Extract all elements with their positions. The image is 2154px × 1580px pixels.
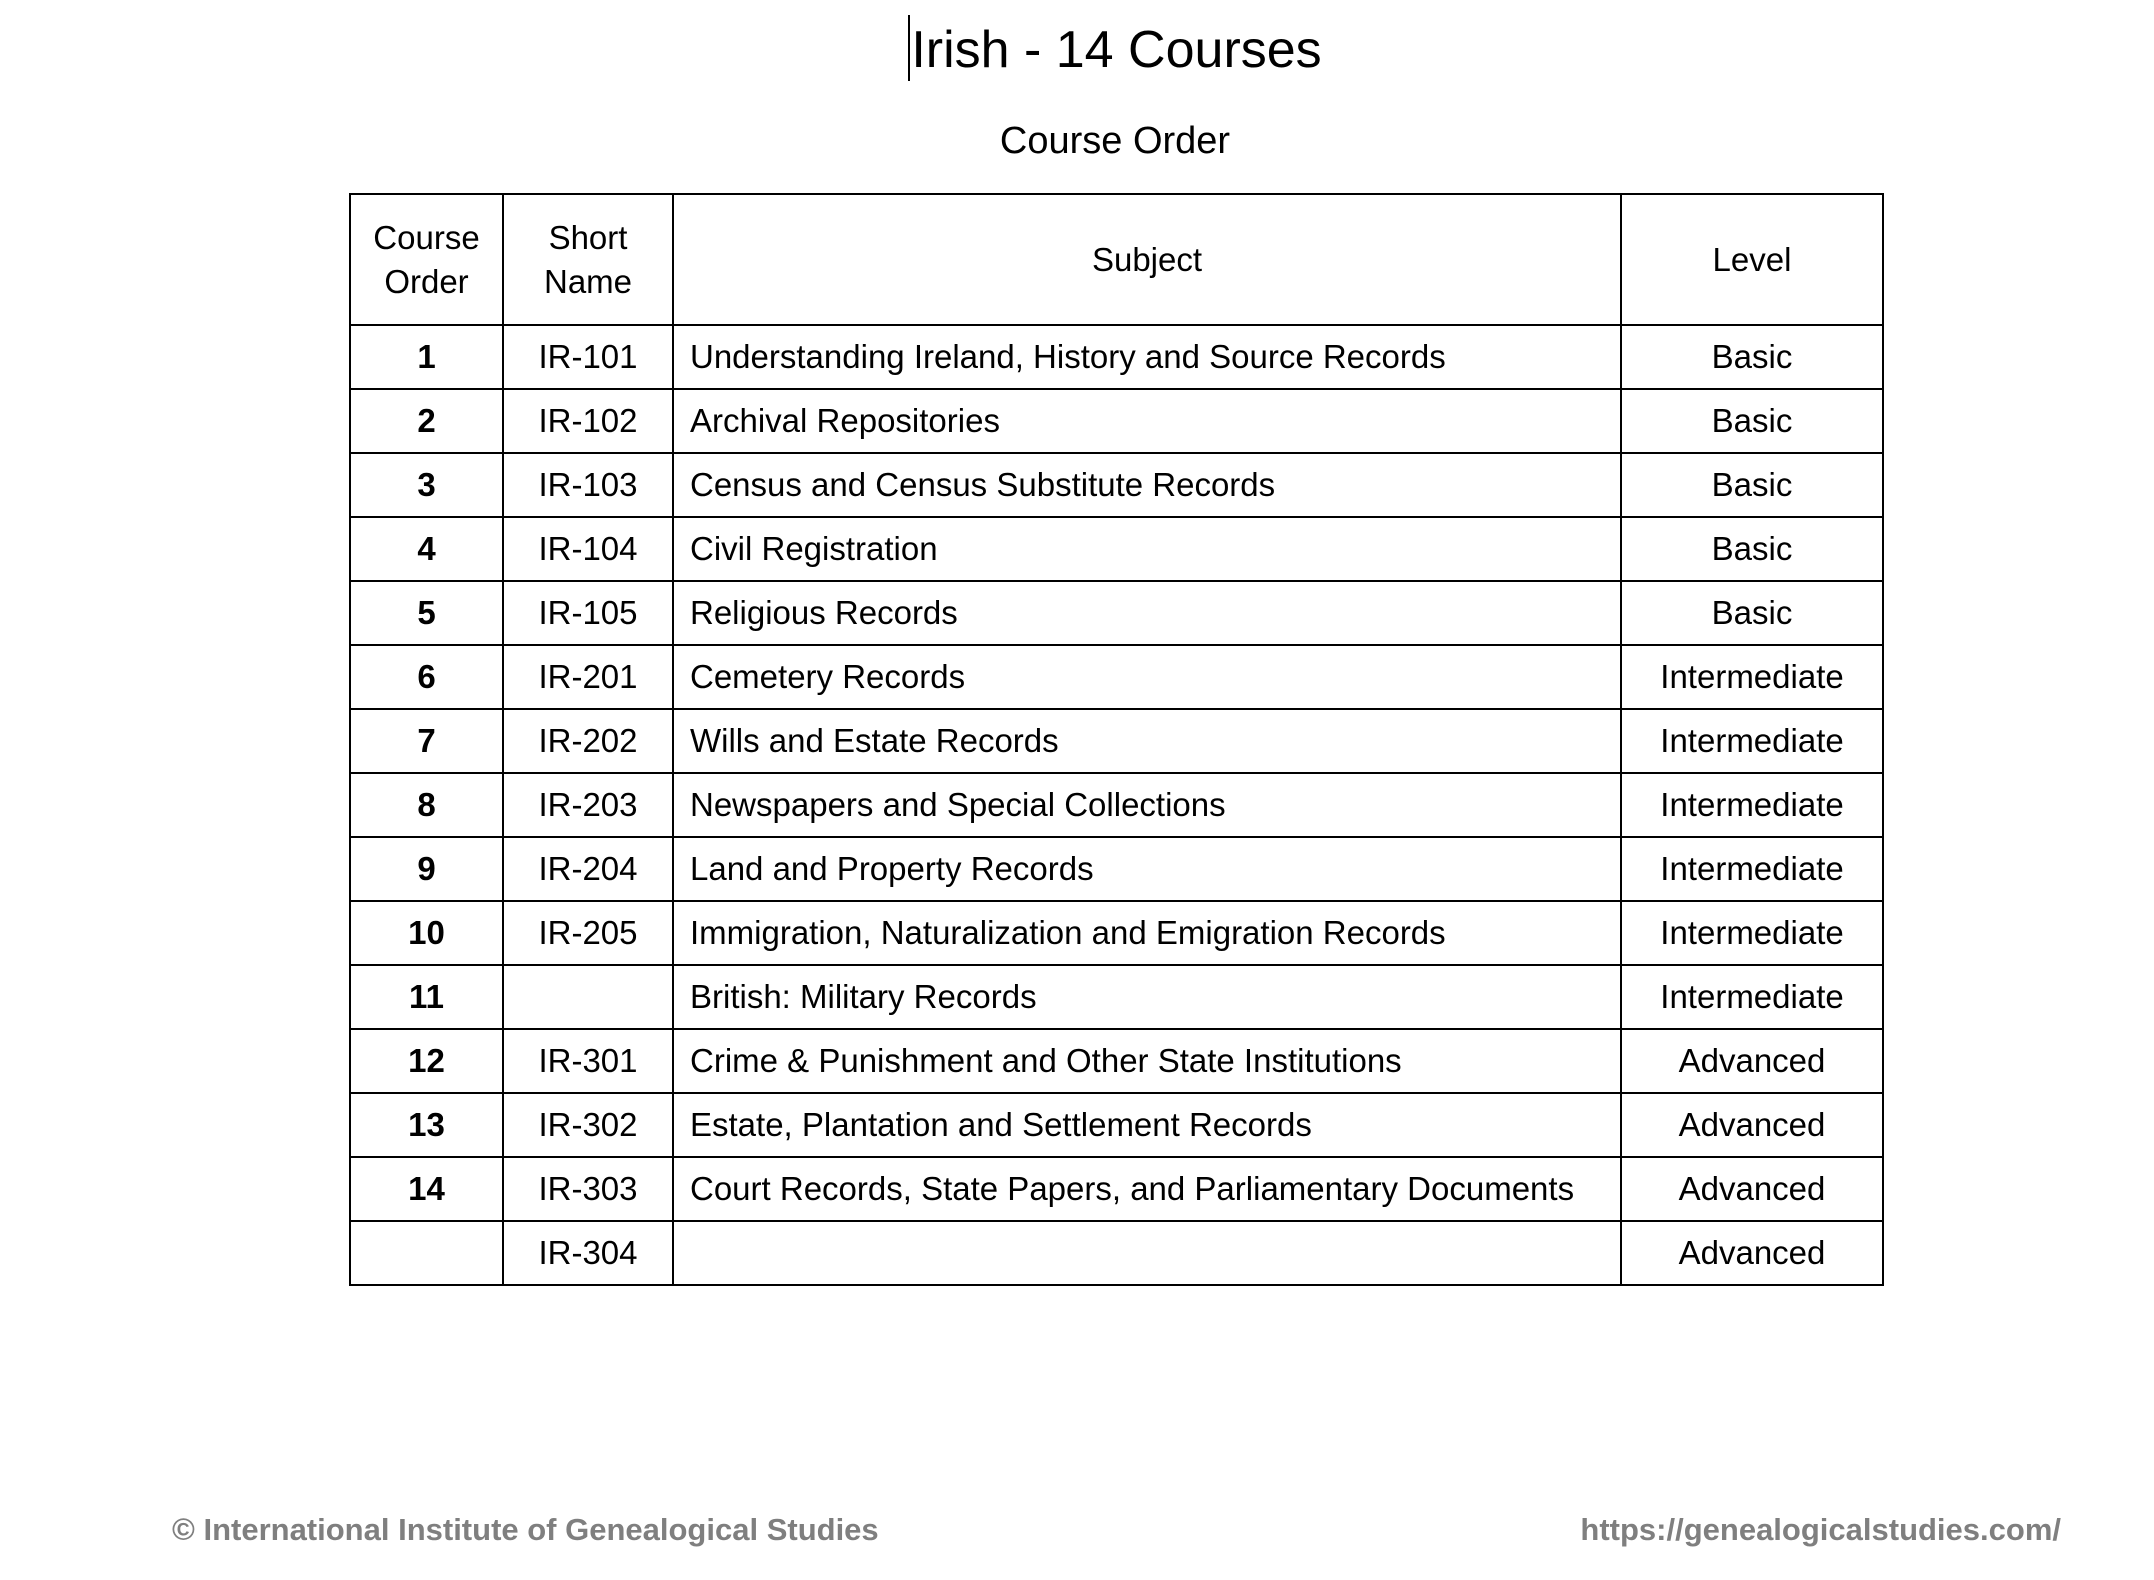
header-course-order [350,194,503,325]
subject-cell: British: Military Records [673,965,1621,1029]
course-order-cell: 7 [350,709,503,773]
level-cell: Intermediate [1621,773,1883,837]
footer-url[interactable]: https://genealogicalstudies.com/ [1580,1512,2061,1547]
short-name-cell: IR-202 [503,709,673,773]
course-order-cell: 3 [350,453,503,517]
table-row [350,645,1883,709]
short-name-cell: IR-204 [503,837,673,901]
level-cell: Basic [1621,389,1883,453]
document-subtitle: Course Order [999,120,1231,162]
course-order-cell [350,1221,503,1285]
level-cell: Basic [1621,517,1883,581]
header-text: Order [384,262,469,300]
level-cell: Intermediate [1621,901,1883,965]
short-name-cell: IR-105 [503,581,673,645]
level-cell: Advanced [1621,1221,1883,1285]
subject-cell: Census and Census Substitute Records [673,453,1621,517]
subject-cell: Immigration, Naturalization and Emigration Records [673,901,1621,965]
short-name-cell: IR-201 [503,645,673,709]
short-name-cell: IR-101 [503,325,673,389]
table-row [350,517,1883,581]
document-title-text: Irish - 14 Courses [911,21,1322,79]
subject-cell: Court Records, State Papers, and Parliamentary Documents [673,1157,1621,1221]
level-cell: Advanced [1621,1157,1883,1221]
header-level: Level [1621,194,1883,325]
table-row [350,837,1883,901]
header-text: Short [548,218,628,256]
table-row [350,1093,1883,1157]
table-row [350,1157,1883,1221]
short-name-cell: IR-104 [503,517,673,581]
table-row [350,1221,1883,1285]
course-order-cell: 9 [350,837,503,901]
subject-cell: Land and Property Records [673,837,1621,901]
level-cell: Intermediate [1621,645,1883,709]
course-order-cell: 6 [350,645,503,709]
course-order-cell: 8 [350,773,503,837]
level-cell: Basic [1621,581,1883,645]
short-name-cell: IR-205 [503,901,673,965]
subject-cell: Wills and Estate Records [673,709,1621,773]
header-short-name [503,194,673,325]
course-order-cell: 11 [350,965,503,1029]
header-text: Name [543,262,633,300]
subject-cell: Crime & Punishment and Other State Institutions [673,1029,1621,1093]
document-title [0,14,2154,86]
text-cursor [908,15,910,81]
short-name-cell: IR-103 [503,453,673,517]
level-cell: Advanced [1621,1029,1883,1093]
table-row [350,1029,1883,1093]
table-row [350,453,1883,517]
short-name-cell [503,965,673,1029]
course-order-table [349,193,1884,1286]
level-cell: Basic [1621,453,1883,517]
course-order-cell: 14 [350,1157,503,1221]
course-order-cell: 4 [350,517,503,581]
short-name-cell: IR-302 [503,1093,673,1157]
short-name-cell: IR-102 [503,389,673,453]
subject-cell: Newspapers and Special Collections [673,773,1621,837]
subject-cell [673,1221,1621,1285]
course-order-cell: 1 [350,325,503,389]
level-cell: Intermediate [1621,709,1883,773]
header-subject: Subject [673,194,1621,325]
level-cell: Intermediate [1621,837,1883,901]
course-order-cell: 5 [350,581,503,645]
course-order-cell: 12 [350,1029,503,1093]
table-row [350,325,1883,389]
footer-copyright: © International Institute of Genealogical Studies [172,1512,879,1547]
course-order-cell: 13 [350,1093,503,1157]
table-row [350,773,1883,837]
level-cell: Intermediate [1621,965,1883,1029]
short-name-cell: IR-304 [503,1221,673,1285]
course-order-cell: 2 [350,389,503,453]
subject-cell: Archival Repositories [673,389,1621,453]
table-row [350,901,1883,965]
subject-cell: Estate, Plantation and Settlement Records [673,1093,1621,1157]
subject-cell: Understanding Ireland, History and Source Records [673,325,1621,389]
table-row [350,965,1883,1029]
table-row [350,709,1883,773]
level-cell: Advanced [1621,1093,1883,1157]
table-row [350,389,1883,453]
short-name-cell: IR-303 [503,1157,673,1221]
level-cell: Basic [1621,325,1883,389]
course-order-cell: 10 [350,901,503,965]
short-name-cell: IR-301 [503,1029,673,1093]
subject-cell: Religious Records [673,581,1621,645]
subject-cell: Civil Registration [673,517,1621,581]
subject-cell: Cemetery Records [673,645,1621,709]
short-name-cell: IR-203 [503,773,673,837]
header-text: Course [373,218,480,256]
table-row [350,581,1883,645]
table-header-row [350,194,1883,325]
